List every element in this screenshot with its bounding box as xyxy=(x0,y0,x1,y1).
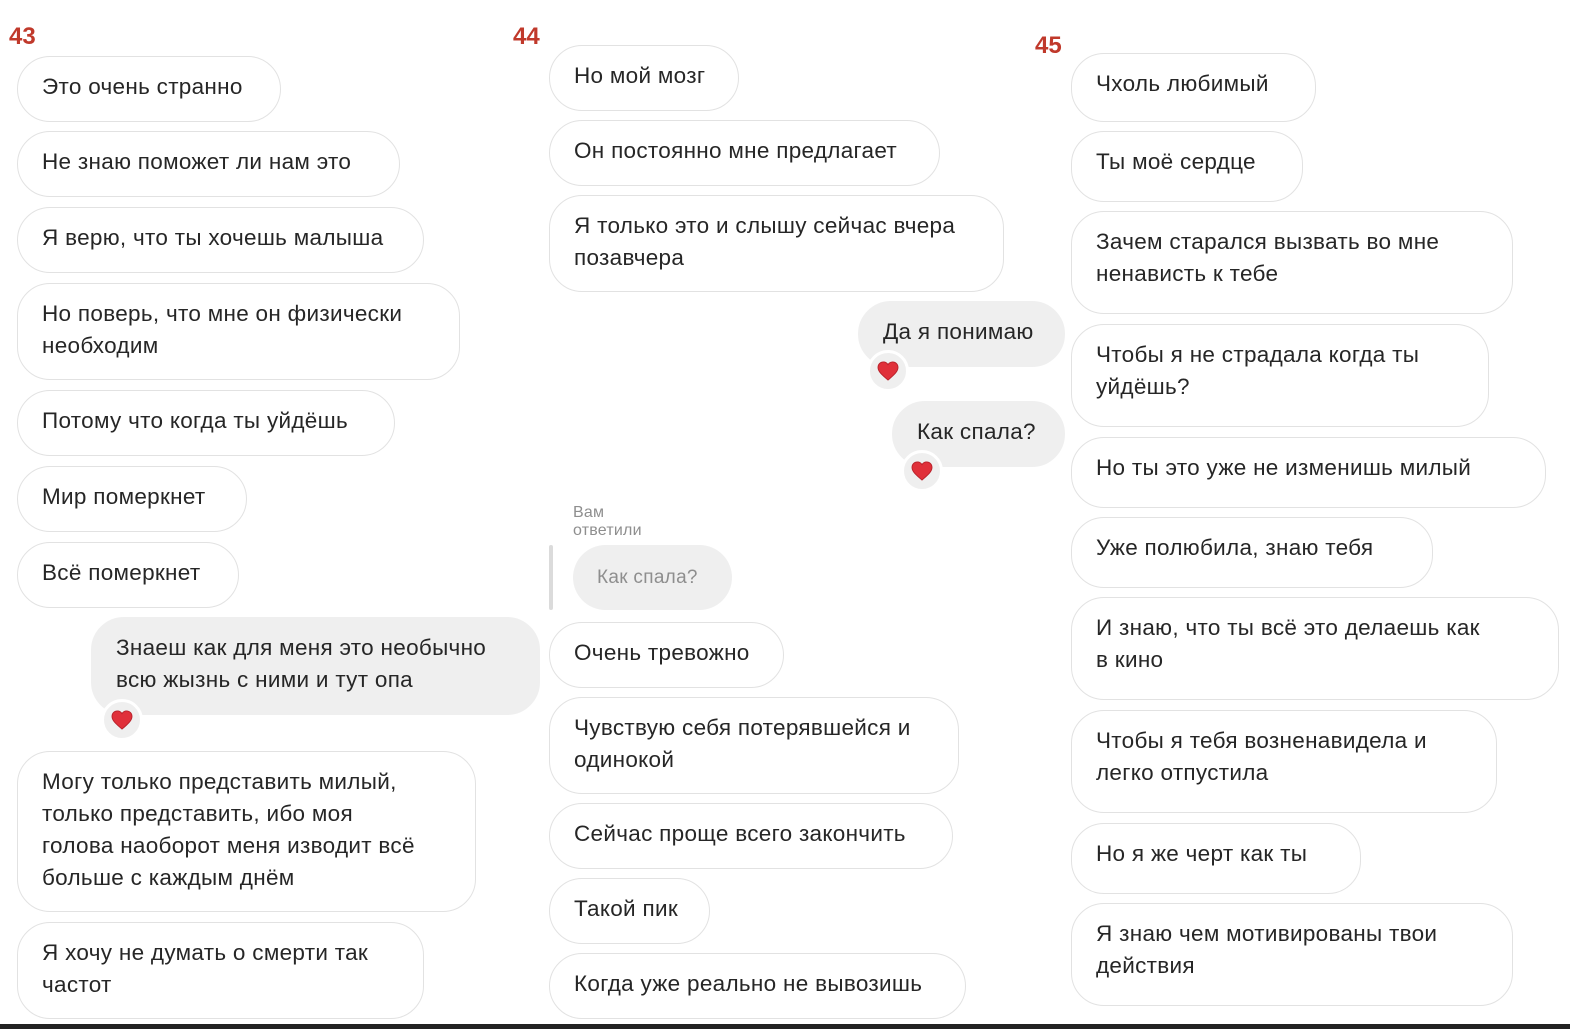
message-bubble[interactable]: Уже полюбила, знаю тебя xyxy=(1071,517,1433,588)
message-bubble[interactable]: Не знаю поможет ли нам это xyxy=(17,131,400,197)
message-bubble[interactable]: Это очень странно xyxy=(17,56,281,122)
message-bubble[interactable]: Я только это и слышу сейчас вчера позавчера xyxy=(549,195,1004,292)
message-bubble[interactable]: Я верю, что ты хочешь малыша xyxy=(17,207,424,273)
message-bubble[interactable]: И знаю, что ты всё это делаешь как в кино xyxy=(1071,597,1559,700)
message-bubble[interactable]: Чтобы я тебя возненавидела и легко отпустила xyxy=(1071,710,1497,813)
sent-message-bubble[interactable]: Да я понимаю xyxy=(858,301,1065,367)
heart-reaction[interactable] xyxy=(867,350,909,392)
sent-message-bubble[interactable]: Знаеш как для меня это необычно всю жызнь с ними и тут опа xyxy=(91,617,540,715)
message-bubble[interactable]: Всё померкнет xyxy=(17,542,239,608)
heart-reaction[interactable] xyxy=(901,450,943,492)
message-bubble[interactable]: Когда уже реально не вывозишь xyxy=(549,953,966,1019)
sent-message-bubble[interactable]: Как спала? xyxy=(892,401,1065,467)
heart-icon xyxy=(877,361,899,381)
message-bubble[interactable]: Мир померкнет xyxy=(17,466,247,532)
heart-icon xyxy=(111,710,133,730)
message-bubble[interactable]: Потому что когда ты уйдёшь xyxy=(17,390,395,456)
message-bubble[interactable]: Зачем старался вызвать во мне ненависть к тебе xyxy=(1071,211,1513,314)
bottom-border xyxy=(0,1024,1570,1029)
message-bubble[interactable]: Но мой мозг xyxy=(549,45,739,111)
message-bubble[interactable]: Но ты это уже не изменишь милый xyxy=(1071,437,1546,508)
page-number: 43 xyxy=(9,23,36,50)
heart-icon xyxy=(911,461,933,481)
message-bubble[interactable]: Он постоянно мне предлагает xyxy=(549,120,940,186)
message-bubble[interactable]: Ты моё сердце xyxy=(1071,131,1303,202)
message-bubble[interactable]: Но я же черт как ты xyxy=(1071,823,1361,894)
reply-quote-bar xyxy=(549,545,553,610)
page-number: 44 xyxy=(513,23,540,50)
message-bubble[interactable]: Очень тревожно xyxy=(549,622,784,688)
message-bubble[interactable]: Чтобы я не страдала когда ты уйдёшь? xyxy=(1071,324,1489,427)
reply-label: Вам ответили xyxy=(573,504,642,539)
message-bubble[interactable]: Сейчас проще всего закончить xyxy=(549,803,953,869)
message-bubble[interactable]: Чхоль любимый xyxy=(1071,53,1316,122)
message-bubble[interactable]: Чувствую себя потерявшейся и одинокой xyxy=(549,697,959,794)
quoted-message[interactable]: Как спала? xyxy=(573,545,732,610)
heart-reaction[interactable] xyxy=(101,699,143,741)
message-bubble[interactable]: Я хочу не думать о смерти так частот xyxy=(17,922,424,1019)
message-bubble[interactable]: Но поверь, что мне он физически необходим xyxy=(17,283,460,380)
message-bubble[interactable]: Могу только представить милый, только представить, ибо моя голова наоборот меня изводит всё больше с каждым днём xyxy=(17,751,476,912)
message-bubble[interactable]: Я знаю чем мотивированы твои действия xyxy=(1071,903,1513,1006)
page-number: 45 xyxy=(1035,32,1062,59)
message-bubble[interactable]: Такой пик xyxy=(549,878,710,944)
